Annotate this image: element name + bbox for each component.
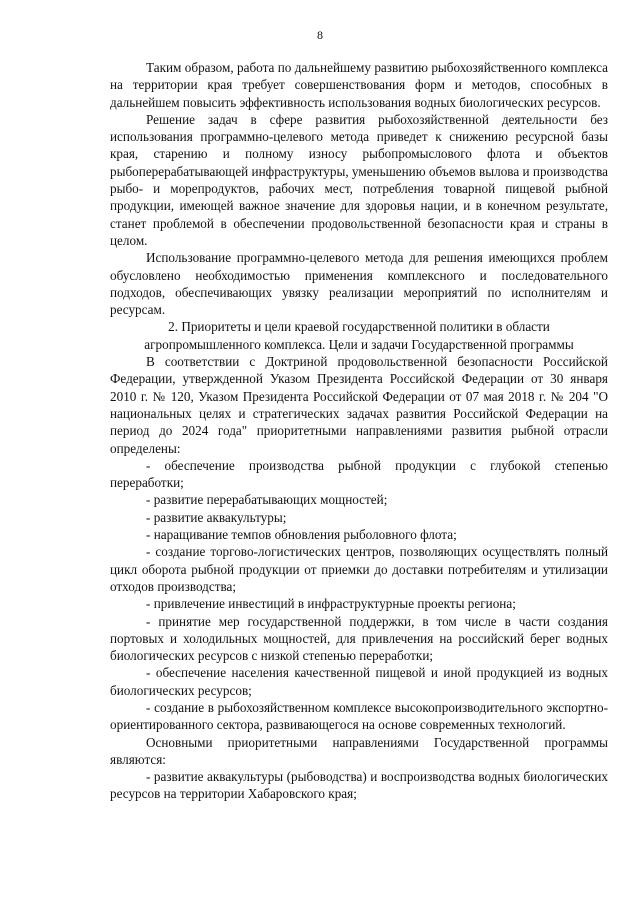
list-item: - развитие аквакультуры;	[146, 509, 287, 525]
paragraph: Решение задач в сфере развития рыбохозяйственной деятельности без использования программно-целевого метода приведет к снижению ресурсной базы края, старению и полному износу рыбопромыслового флота и объектов рыбоперерабатывающей инфраструктуры, уменьшению объемов вылова и производства рыбо- и морепродуктов, рабочих мест, потребления товарной пищевой рыбной продукции, имеющей важное значение для здоровья нации, и в конечном результате, станет проблемой в обеспечении продовольственной безопасности края и страны в целом.	[110, 111, 608, 248]
list-item: - привлечение инвестиций в инфраструктурные проекты региона;	[146, 596, 516, 612]
list-item: - обеспечение производства рыбной продукции с глубокой степенью переработки;	[110, 457, 608, 491]
list-item: - наращивание темпов обновления рыболовного флота;	[146, 527, 457, 543]
section-heading: 2. Приоритеты и цели краевой государственной политики в области агропромышленного комплекса. Цели и задачи Государственной программы	[144, 319, 574, 352]
list-item: - создание торгово-логистических центров, позволяющих осуществлять полный цикл оборота рыбной продукции от приемки до доставки потребителям и утилизации отходов производства;	[110, 544, 608, 594]
paragraph: Основными приоритетными направлениями Государственной программы являются:	[110, 734, 608, 767]
list-item: - развитие аквакультуры (рыбоводства) и воспроизводства водных биологических ресурсов на территории Хабаровского края;	[110, 769, 608, 802]
paragraph: В соответствии с Доктриной продовольственной безопасности Российской Федерации, утвержденной Указом Президента Российской Федерации от 30 января 2010 г. № 120, Указом Президента Российской Федерации от 07 мая 2018 г. № 204 "О национальных целях и стратегических задачах развития Российской Федерации на период до 2024 года" приоритетными направлениями развития рыбной отрасли определены:	[110, 354, 608, 456]
paragraph: Использование программно-целевого метода для решения имеющихся проблем обусловлено необходимостью применения комплексного и последовательного подходов, обеспечивающих увязку реализации мероприятий по исполнителям и ресурсам.	[110, 250, 608, 318]
paragraph: Таким образом, работа по дальнейшему развитию рыбохозяйственного комплекса на территории края требует совершенствования форм и методов, способных в дальнейшем повысить эффективность использования водных биологических ресурсов.	[110, 60, 608, 110]
list-item: - обеспечение населения качественной пищевой и иной продукцией из водных биологических ресурсов;	[110, 665, 608, 698]
list-item: - принятие мер государственной поддержки, в том числе в части создания портовых и холодильных мощностей, для привлечения на российский берег водных биологических ресурсов с низкой степенью переработки;	[110, 613, 608, 664]
list-item: - создание в рыбохозяйственном комплексе высокопроизводительного экспортно-ориентированного сектора, развивающегося на основе современных технологий.	[110, 699, 608, 733]
list-item: - развитие перерабатывающих мощностей;	[146, 492, 388, 508]
page-number: 8	[317, 28, 323, 42]
page-content	[110, 59, 608, 803]
